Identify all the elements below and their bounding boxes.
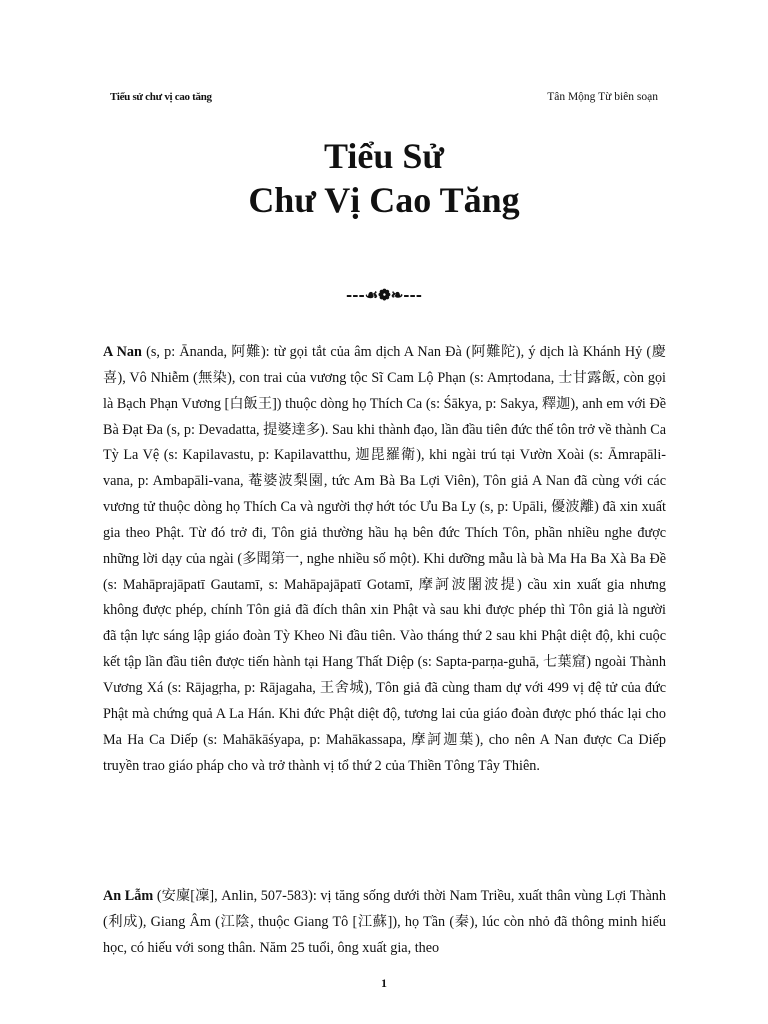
entry-body: (s, p: Ānanda, 阿難): từ gọi tắt của âm dịch A Nan Đà (阿難陀), ý dịch là Khánh Hỷ (慶喜), Vô Nhiễm (無染), con trai của vương tộc Sĩ Cam Lộ Phạn (s: Amṛtodana, 士甘露飯, còn gọi là Bạch Phạn Vương [白飯王]) thuộc dòng họ Thích Ca (s: Śākya, p: Sakya, 釋迦), anh em với Đề Bà Đạt Đa (s, p: Devadatta, 提婆達多). Sau khi thành đạo, lần đầu tiên đức thế tôn trở về thành Ca Tỳ La Vệ (s: Kapilavastu, p: Kapilavatthu, 迦毘羅衛), khi ngài trú tại Vườn Xoài (s: Āmrapāli-vana, p: Ambapāli-vana, 菴婆波梨園, tức Am Bà Ba Lợi Viên), Tôn giả A Nan đã cùng với các vương tử thuộc dòng họ Thích Ca và người thợ hớt tóc Ưu Ba Ly (s, p: Upāli, 優波離) đã xin xuất gia theo Phật. Từ đó trở đi, Tôn giả thường hầu hạ bên đức Thích Tôn, phần nhiều nghe được những lời dạy của ngài (多聞第一, nghe nhiều số một). Khi dưỡng mẫu là bà Ma Ha Ba Xà Ba Đề (s: Mahāprajāpatī Gautamī, s: Mahāpajāpatī Gotamī, 摩訶波闍波提) cầu xin xuất gia nhưng không được phép, chính Tôn giả đã đích thân xin Phật và sau khi được phép thì Tôn giả là người đã tận lực sáng lập giáo đoàn Tỳ Kheo Ni đầu tiên. Vào tháng thứ 2 sau khi Phật diệt độ, khi cuộc kết tập lần đầu tiên được tiến hành tại Hang Thất Diệp (s: Sapta-parṇa-guhā, 七葉窟) ngoài Thành Vương Xá (s: Rājagṛha, p: Rājagaha, 王舍城), Tôn giả đã cùng tham dự với 499 vị đệ tử của đức Phật mà chứng quả A La Hán. Khi đức Phật diệt độ, tương lai của giáo đoàn được phó thác lại cho Ma Ha Ca Diếp (s: Mahākāśyapa, p: Mahākassapa, 摩訶迦葉), cho nên A Nan được Ca Diếp truyền trao giáo pháp cho và trở thành vị tổ thứ 2 của Thiền Tông Tây Thiên.: [103, 344, 666, 774]
page-title-line-1: Tiểu Sử: [324, 136, 444, 176]
page-title-line-2: Chư Vị Cao Tăng: [248, 180, 520, 220]
running-header-author: Tân Mộng Từ biên soạn: [547, 91, 658, 103]
running-header-title: Tiểu sử chư vị cao tăng: [110, 91, 212, 103]
entry-term: A Nan: [103, 344, 142, 360]
dictionary-entry: [103, 884, 666, 962]
entry-body: (安廩[凜], Anlin, 507-583): vị tăng sống dưới thời Nam Triều, xuất thân vùng Lợi Thành (利成), Giang Âm (江陰, thuộc Giang Tô [江蘇]), họ Tần (秦), lúc còn nhỏ đã thông minh hiếu học, có hiếu với song thân. Năm 25 tuổi, ông xuất gia, theo: [103, 888, 666, 956]
entry-term: An Lẫm: [103, 888, 154, 904]
dictionary-entry: [103, 340, 666, 779]
page-number: 1: [381, 976, 387, 990]
section-ornament: ---☙❁❧---: [346, 286, 422, 304]
